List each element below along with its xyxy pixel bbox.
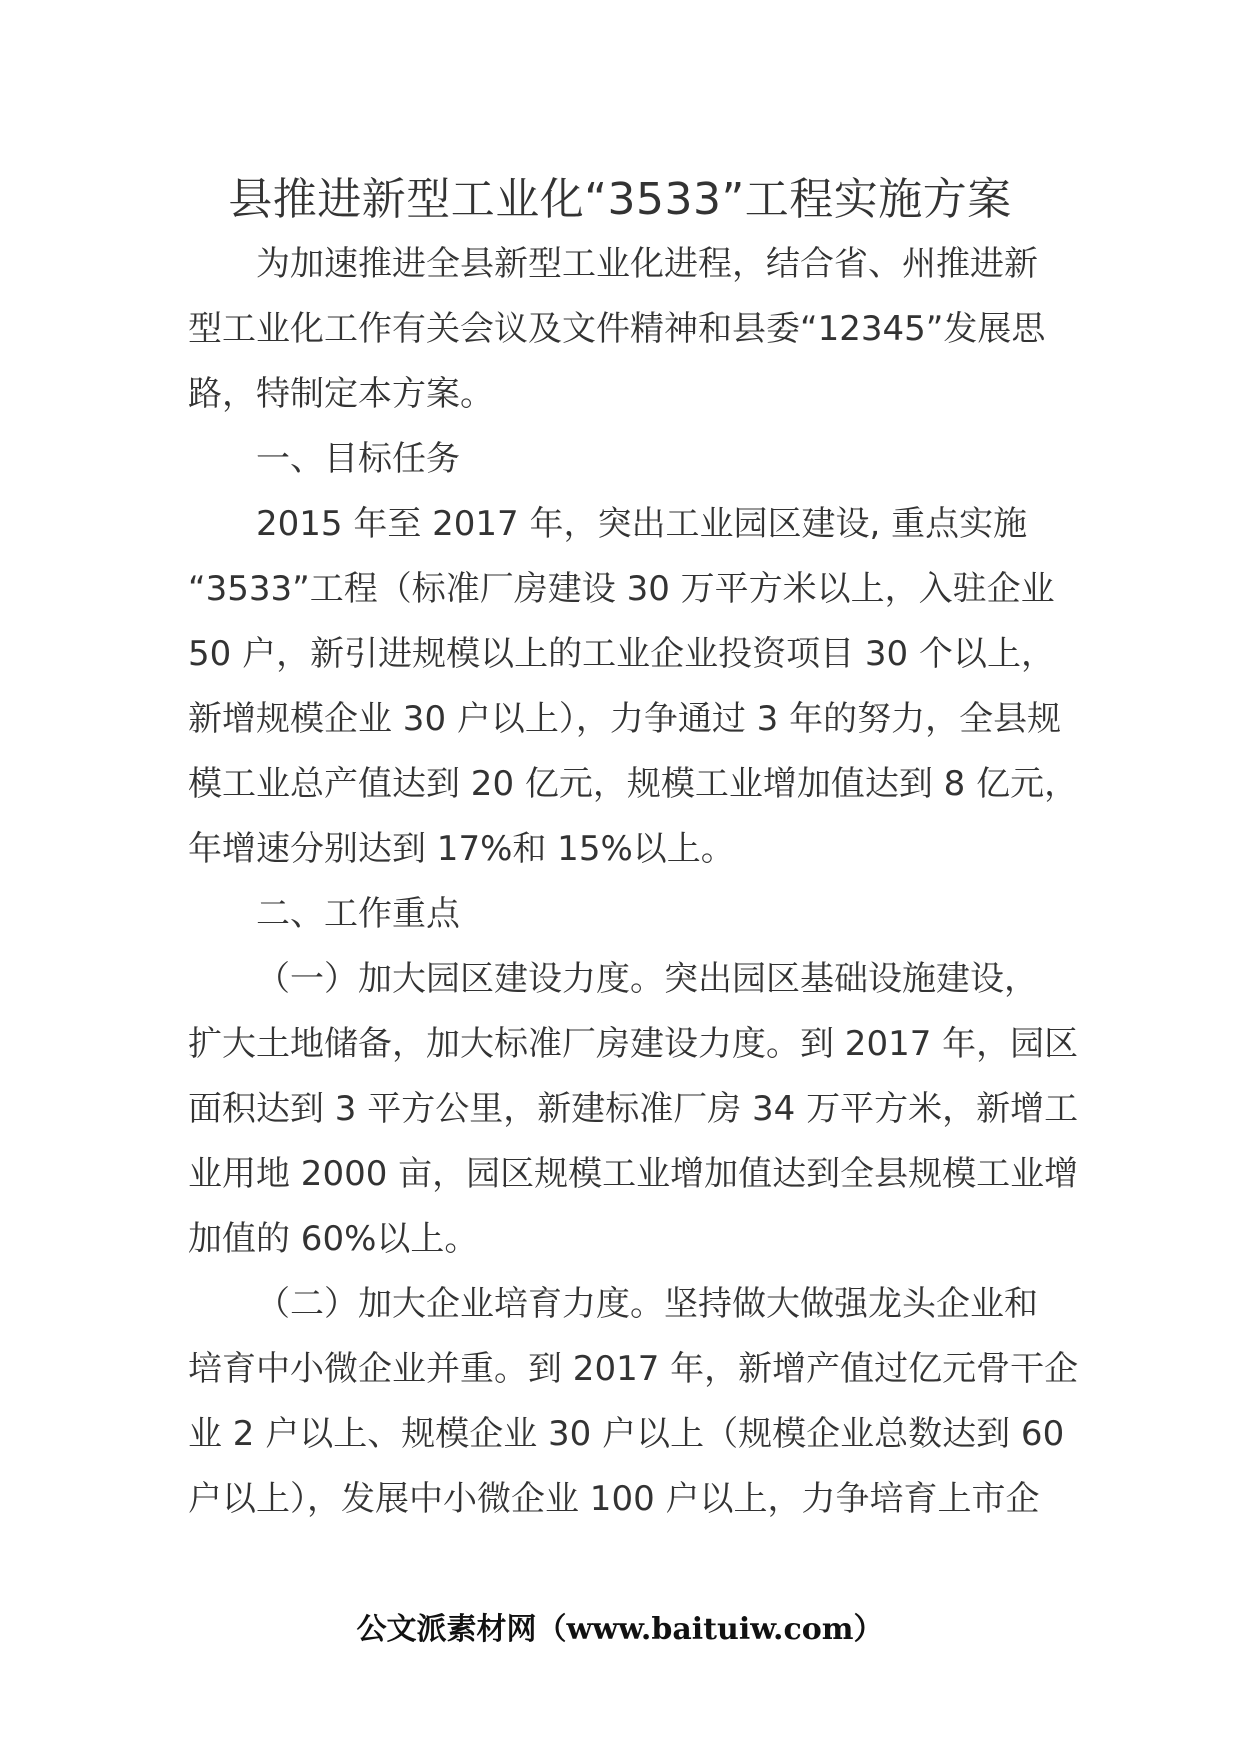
paragraph-line: 2015 年至 2017 年，突出工业园区建设, 重点实施	[256, 504, 1028, 544]
paragraph-line: 业 2 户以上、规模企业 30 户以上（规模企业总数达到 60	[188, 1414, 1065, 1454]
footer-source: 公文派素材网（www.baituiw.com）	[356, 1612, 884, 1647]
document-body	[188, 232, 1079, 1532]
paragraph-line: 面积达到 3 平方公里，新建标准厂房 34 万平方米，新增工	[188, 1089, 1079, 1129]
section-heading: 一、目标任务	[256, 439, 460, 479]
paragraph-line: 模工业总产值达到 20 亿元，规模工业增加值达到 8 亿元，	[188, 764, 1079, 804]
paragraph-line: 型工业化工作有关会议及文件精神和县委“12345”发展思	[188, 309, 1046, 349]
section-heading: 二、工作重点	[256, 894, 460, 934]
paragraph-line: “3533”工程（标准厂房建设 30 万平方米以上，入驻企业	[188, 569, 1055, 609]
paragraph-line: 路，特制定本方案。	[188, 374, 494, 414]
paragraph-line: （二）加大企业培育力度。坚持做大做强龙头企业和	[256, 1284, 1038, 1324]
document-title: 县推进新型工业化“3533”工程实施方案	[228, 174, 1012, 225]
paragraph-line: 业用地 2000 亩，园区规模工业增加值达到全县规模工业增	[188, 1154, 1079, 1194]
paragraph-line: 为加速推进全县新型工业化进程，结合省、州推进新	[256, 244, 1038, 284]
paragraph-line: （一）加大园区建设力度。突出园区基础设施建设，	[256, 959, 1038, 999]
paragraph-line: 年增速分别达到 17%和 15%以上。	[188, 829, 735, 869]
paragraph-line: 培育中小微企业并重。到 2017 年，新增产值过亿元骨干企	[188, 1349, 1079, 1389]
paragraph-line: 户以上），发展中小微企业 100 户以上，力争培育上市企	[188, 1479, 1040, 1519]
paragraph-line: 新增规模企业 30 户以上），力争通过 3 年的努力，全县规	[188, 699, 1062, 739]
paragraph-line: 加值的 60%以上。	[188, 1219, 479, 1259]
paragraph-line: 扩大土地储备，加大标准厂房建设力度。到 2017 年，园区	[188, 1024, 1079, 1064]
paragraph-line: 50 户，新引进规模以上的工业企业投资项目 30 个以上，	[188, 634, 1055, 674]
